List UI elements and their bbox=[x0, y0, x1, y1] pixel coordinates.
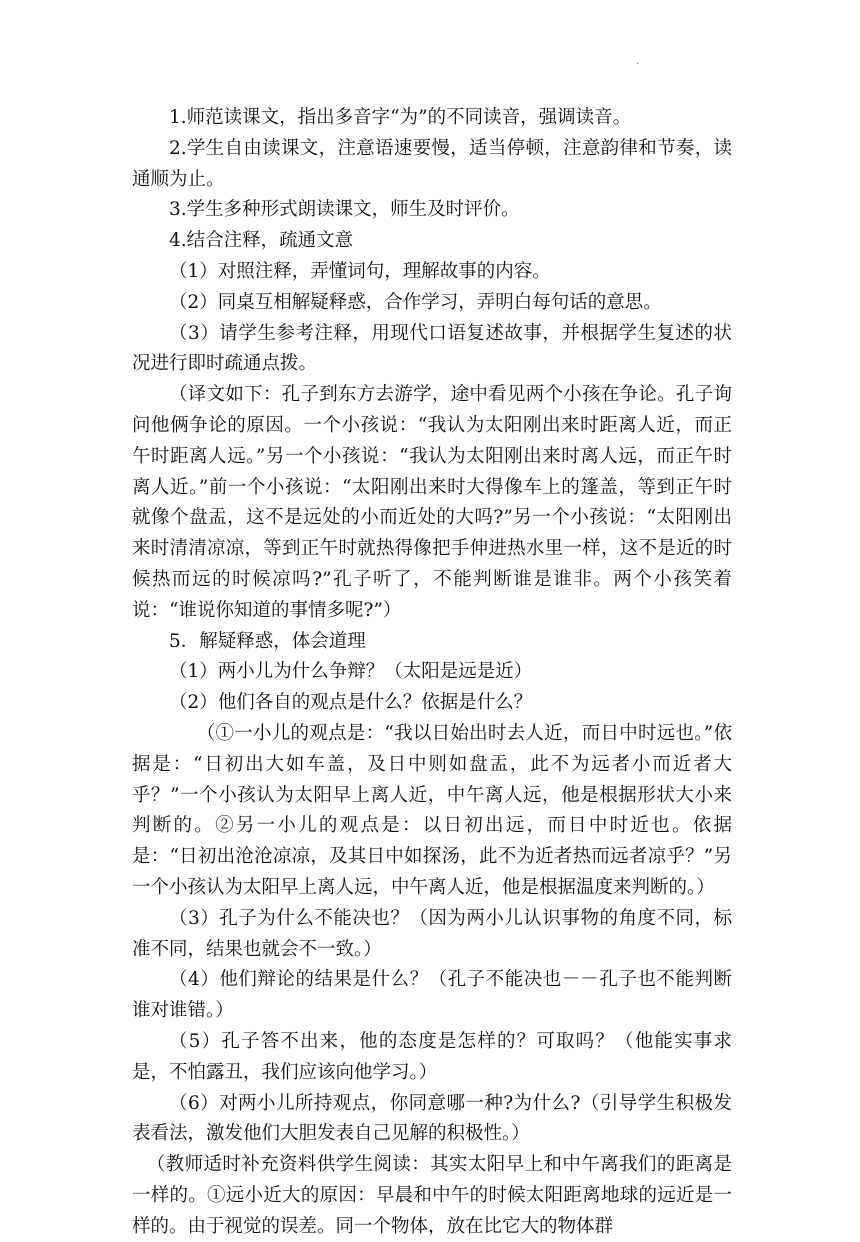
paragraph-step-4-2: （2）同桌互相解疑释惑，合作学习，弄明白每句话的意思。 bbox=[169, 291, 662, 313]
document-body bbox=[132, 103, 732, 1242]
paragraph-supplement: （教师适时补充资料供学生阅读：其实太阳早上和中午离我们的距离是一样的。①远小近大的原因：早晨和中午的时候太阳距离地球的远近是一样的。由于视觉的误差。同一个物体，放在比它大的物体群 bbox=[132, 1154, 732, 1237]
page-mark: . bbox=[636, 56, 640, 67]
paragraph-step-4: 4.结合注释，疏通文意 bbox=[169, 230, 354, 252]
paragraph-step-2: 2.学生自由读课文，注意语速要慢，适当停顿，注意韵律和节奏，读通顺为止。 bbox=[132, 137, 732, 190]
paragraph-step-5-1: （1）两小儿为什么争辩？（太阳是远是近） bbox=[169, 661, 533, 683]
paragraph-step-1: 1.师范读课文，指出多音字“为”的不同读音，强调读音。 bbox=[169, 107, 632, 128]
paragraph-step-3: 3.学生多种形式朗读课文，师生及时评价。 bbox=[169, 199, 520, 221]
paragraph-step-5: 5．解疑释惑，体会道理 bbox=[169, 630, 366, 652]
paragraph-step-4-1: （1）对照注释，弄懂词句，理解故事的内容。 bbox=[169, 260, 551, 282]
paragraph-step-5-2: （2）他们各自的观点是什么？依据是什么？ bbox=[169, 692, 533, 714]
paragraph-step-5-6: （6）对两小儿所持观点，你同意哪一种?为什么?（引导学生积极发表看法，激发他们大胆发表自己见解的积极性。） bbox=[132, 1092, 732, 1145]
paragraph-step-5-4: （4）他们辩论的结果是什么？（孔子不能决也－－孔子也不能判断谁对谁错。） bbox=[132, 969, 732, 1022]
paragraph-step-5-5: （5）孔子答不出来，他的态度是怎样的？可取吗？（他能实事求是，不怕露丑，我们应该向他学习。） bbox=[132, 1030, 732, 1083]
paragraph-viewpoints: （①一小儿的观点是：“我以日始出时去人近，而日中时远也。”依据是：“日初出大如车盖，及日中则如盘盂，此不为远者小而近者大乎？”一个小孩认为太阳早上离人近，中午离人远，他是根据形状大小来判断的。②另一小儿的观点是：以日初出远，而日中时近也。依据是：“日初出沧沧凉凉，及其日中如探汤，此不为近者热而远者凉乎？”另一个小孩认为太阳早上离人远，中午离人近，他是根据温度来判断的。） bbox=[132, 722, 732, 898]
paragraph-step-4-3: （3）请学生参考注释，用现代口语复述故事，并根据学生复述的状况进行即时疏通点拨。 bbox=[132, 322, 732, 375]
paragraph-translation: （译文如下：孔子到东方去游学，途中看见两个小孩在争论。孔子询问他俩争论的原因。一个小孩说：“我认为太阳刚出来时距离人近，而正午时距离人远。”另一个小孩说：“我认为太阳刚出来时离人远，而正午时离人近。”前一个小孩说：“太阳刚出来时大得像车上的篷盖，等到正午时就像个盘盂，这不是远处的小而近处的大吗?”另一个小孩说：“太阳刚出来时清清凉凉，等到正午时就热得像把手伸进热水里一样，这不是近的时候热而远的时候凉吗?”孔子听了，不能判断谁是谁非。两个小孩笑着说：“谁说你知道的事情多呢?”） bbox=[132, 384, 732, 621]
paragraph-step-5-3: （3）孔子为什么不能决也？（因为两小儿认识事物的角度不同，标准不同，结果也就会不一致。） bbox=[132, 907, 732, 960]
